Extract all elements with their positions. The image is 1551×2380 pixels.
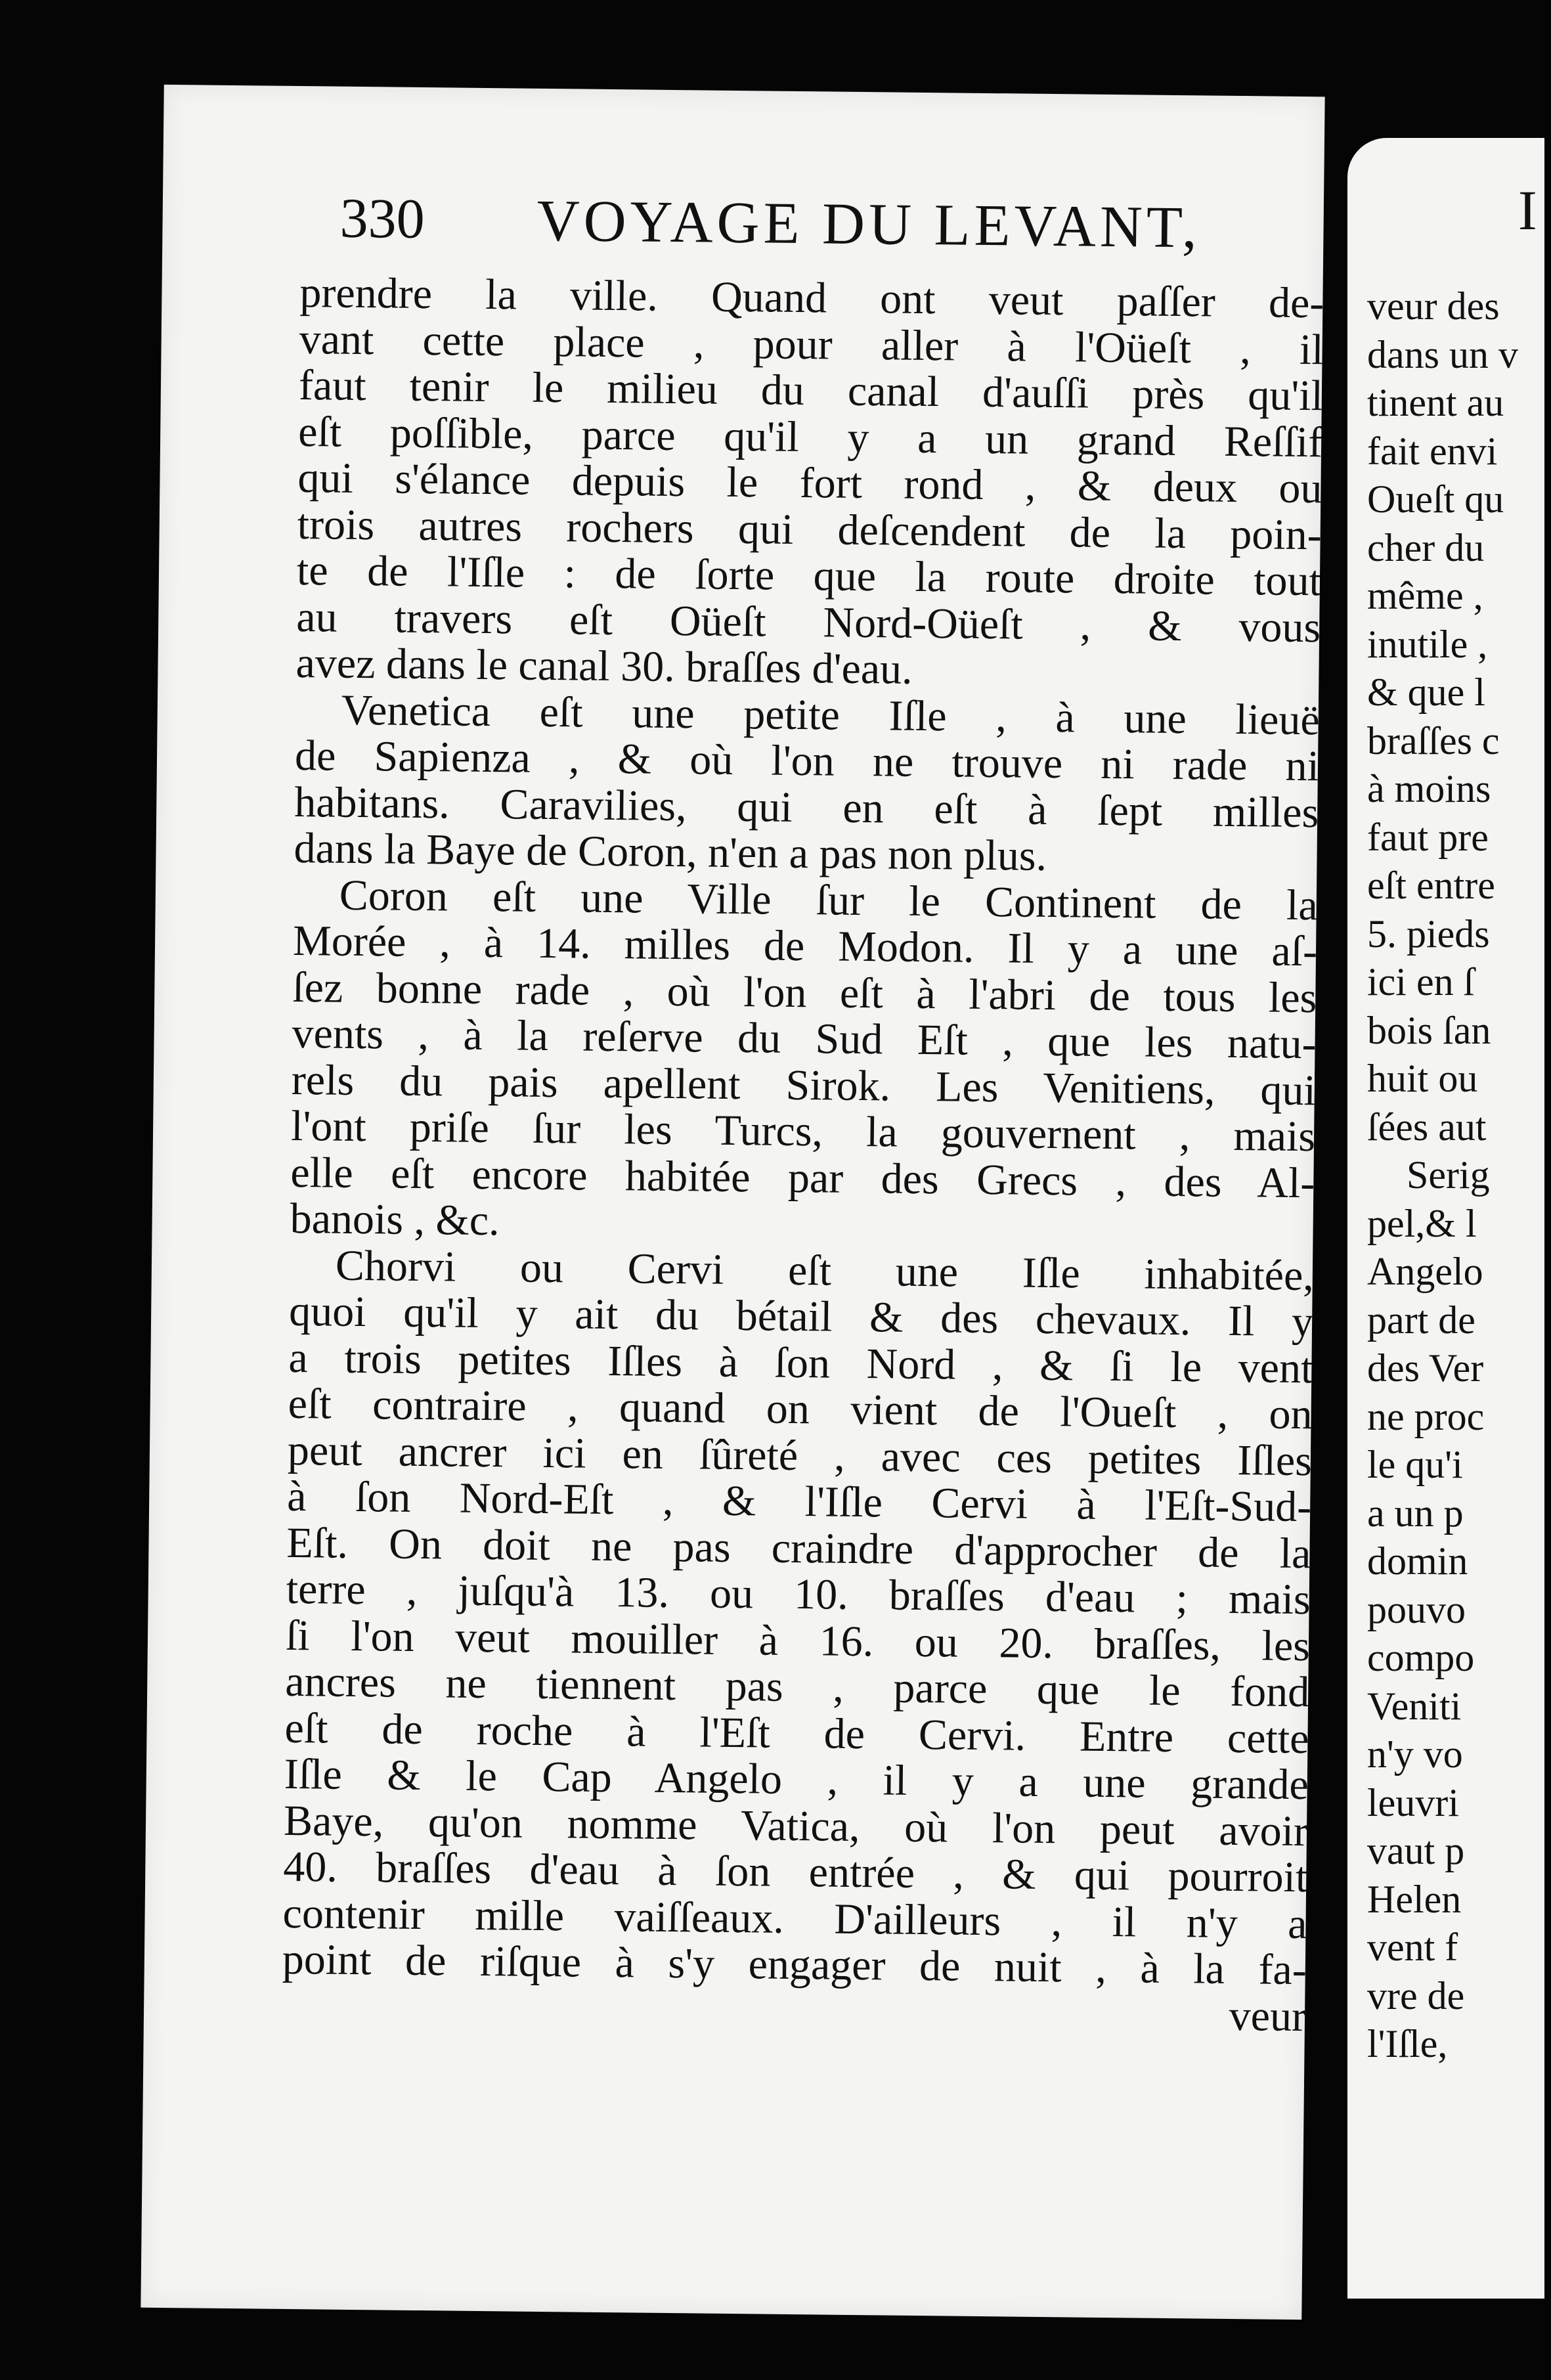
facing-text-line: Serig: [1407, 1153, 1490, 1197]
facing-text-line: inutile ,: [1367, 622, 1488, 666]
text-line: eſt contraire , quand on vient de l'Oueſt , on: [288, 1379, 1313, 1439]
facing-text-line: même ,: [1367, 574, 1483, 617]
facing-text-line: Helen: [1367, 1877, 1462, 1921]
catchword: veur: [1229, 1991, 1307, 2040]
text-line: Chorvi ou Cervi eſt une Iſle inhabitée,: [335, 1241, 1315, 1300]
body-text: [282, 270, 1324, 2040]
text-line: eſt de roche à l'Eſt de Cervi. Entre cette: [284, 1704, 1309, 1763]
facing-page-text: [1367, 282, 1551, 2069]
facing-text-line: fait envi: [1367, 429, 1498, 473]
facing-text-line: Veniti: [1367, 1684, 1462, 1728]
facing-text-line: pouvo: [1367, 1587, 1466, 1631]
facing-text-line: faut pre: [1367, 815, 1489, 859]
text-line: elle eſt encore habitée par des Grecs , des Al-: [290, 1148, 1315, 1207]
facing-text-line: braſſes c: [1367, 718, 1500, 762]
facing-text-line: & que l: [1367, 671, 1485, 714]
text-line: Eſt. On doit ne pas craindre d'approcher de la: [286, 1518, 1311, 1577]
text-line: Venetica eſt une petite Iſle , à une lieuë: [341, 686, 1321, 744]
text-line: ſi l'on veut mouiller à 16. ou 20. braſſes, les: [285, 1611, 1311, 1670]
text-line: Baye, qu'on nomme Vatica, où l'on peut avoir: [283, 1796, 1309, 1855]
page-number: 330: [339, 186, 426, 251]
facing-text-line: à moins: [1367, 767, 1491, 810]
text-line: dans la Baye de Coron, n'en a pas non plus.: [294, 824, 1047, 880]
facing-text-line: cher du: [1367, 525, 1485, 569]
text-line: avez dans le canal 30. braſſes d'eau.: [295, 638, 913, 694]
text-line: ancres ne tiennent pas , parce que le fond: [284, 1657, 1310, 1717]
facing-text-line: vent f: [1367, 1926, 1458, 1969]
text-line: eſt poſſible, parce qu'il y a un grand Reſſif: [297, 407, 1323, 466]
facing-text-line: veur des: [1367, 284, 1500, 328]
facing-text-line: des Ver: [1367, 1346, 1484, 1390]
text-line: contenir mille vaiſſeaux. D'ailleurs , il n'y a: [282, 1889, 1307, 1948]
text-line: 40. braſſes d'eau à ſon entrée , & qui pourroit: [282, 1842, 1308, 1902]
text-line: peut ancrer ici en ſûreté , avec ces petites Iſles: [287, 1426, 1313, 1485]
facing-text-line: Angelo: [1367, 1250, 1483, 1293]
facing-text-line: ſées aut: [1367, 1105, 1487, 1149]
text-line: vant cette place , pour aller à l'Oüeſt , il: [299, 315, 1324, 374]
facing-text-line: bois ſan: [1367, 1008, 1491, 1052]
facing-text-line: a un p: [1367, 1491, 1464, 1535]
facing-text-line: pel,& l: [1367, 1201, 1477, 1245]
facing-text-line: tinent au: [1367, 381, 1504, 424]
facing-text-line: dans un v: [1367, 332, 1518, 376]
facing-text-line: Oueſt qu: [1367, 477, 1504, 521]
text-line: de Sapienza , & où l'on ne trouve ni rade ni: [294, 731, 1320, 791]
facing-text-line: 5. pieds: [1367, 912, 1490, 956]
book-page: [141, 85, 1324, 2320]
text-line: Iſle & le Cap Angelo , il y a une grande: [284, 1750, 1309, 1809]
text-line: prendre la ville. Quand ont veut paſſer de-: [299, 269, 1324, 328]
text-line: Coron eſt une Ville ſur le Continent de la: [339, 871, 1319, 929]
text-line: qui s'élance depuis le fort rond , & deux ou: [297, 454, 1322, 513]
facing-text-line: n'y vo: [1367, 1732, 1463, 1776]
facing-page: [1347, 138, 1544, 2299]
facing-page-header: I: [1518, 179, 1537, 242]
text-line: quoi qu'il y ait du bétail & des chevaux. Il y: [288, 1287, 1314, 1346]
facing-text-line: domin: [1367, 1539, 1468, 1583]
facing-text-line: part de: [1367, 1298, 1475, 1342]
facing-text-line: l'Iſle,: [1367, 2022, 1448, 2065]
text-line: ſez bonne rade , où l'on eſt à l'abri de tous les: [292, 963, 1317, 1022]
text-line: l'ont priſe ſur les Turcs, la gouvernent , mais: [290, 1101, 1316, 1161]
facing-text-line: le qu'i: [1367, 1443, 1463, 1486]
facing-text-line: leuvri: [1367, 1780, 1459, 1824]
facing-text-line: vaut p: [1367, 1829, 1465, 1872]
text-line: trois autres rochers qui deſcendent de la poin-: [297, 500, 1322, 559]
text-line: Morée , à 14. milles de Modon. Il y a une aſ-: [292, 916, 1318, 976]
text-line: au travers eſt Oüeſt Nord-Oüeſt , & vous: [295, 592, 1321, 651]
facing-text-line: vre de: [1367, 1973, 1465, 2017]
facing-text-line: eſt entre: [1367, 864, 1495, 907]
text-line: a trois petites Iſles à ſon Nord , & ſi le vent: [288, 1333, 1313, 1392]
text-line: rels du pais apellent Sirok. Les Venitiens, qui: [291, 1055, 1317, 1114]
facing-text-line: ne proc: [1367, 1394, 1485, 1438]
text-line: banois , &c.: [290, 1194, 500, 1245]
text-line: te de l'Iſle : de ſorte que la route droite tout: [296, 546, 1322, 606]
text-line: faut tenir le milieu du canal d'auſſi près qu'il: [298, 361, 1324, 420]
text-line: point de riſque à s'y engager de nuit , à la fa-: [282, 1935, 1307, 1994]
facing-text-line: ici en ſ: [1367, 960, 1475, 1003]
facing-text-line: compo: [1367, 1636, 1475, 1679]
text-line: vents , à la reſerve du Sud Eſt , que les natu-: [292, 1009, 1317, 1069]
text-line: à ſon Nord-Eſt , & l'Iſle Cervi à l'Eſt-Sud-: [286, 1472, 1312, 1532]
text-line: habitans. Caravilies, qui en eſt à ſept milles: [294, 778, 1319, 837]
running-title: VOYAGE DU LEVANT,: [536, 188, 1202, 261]
text-line: terre , juſqu'à 13. ou 10. braſſes d'eau ; mais: [286, 1564, 1311, 1624]
facing-text-line: huit ou: [1367, 1057, 1478, 1100]
